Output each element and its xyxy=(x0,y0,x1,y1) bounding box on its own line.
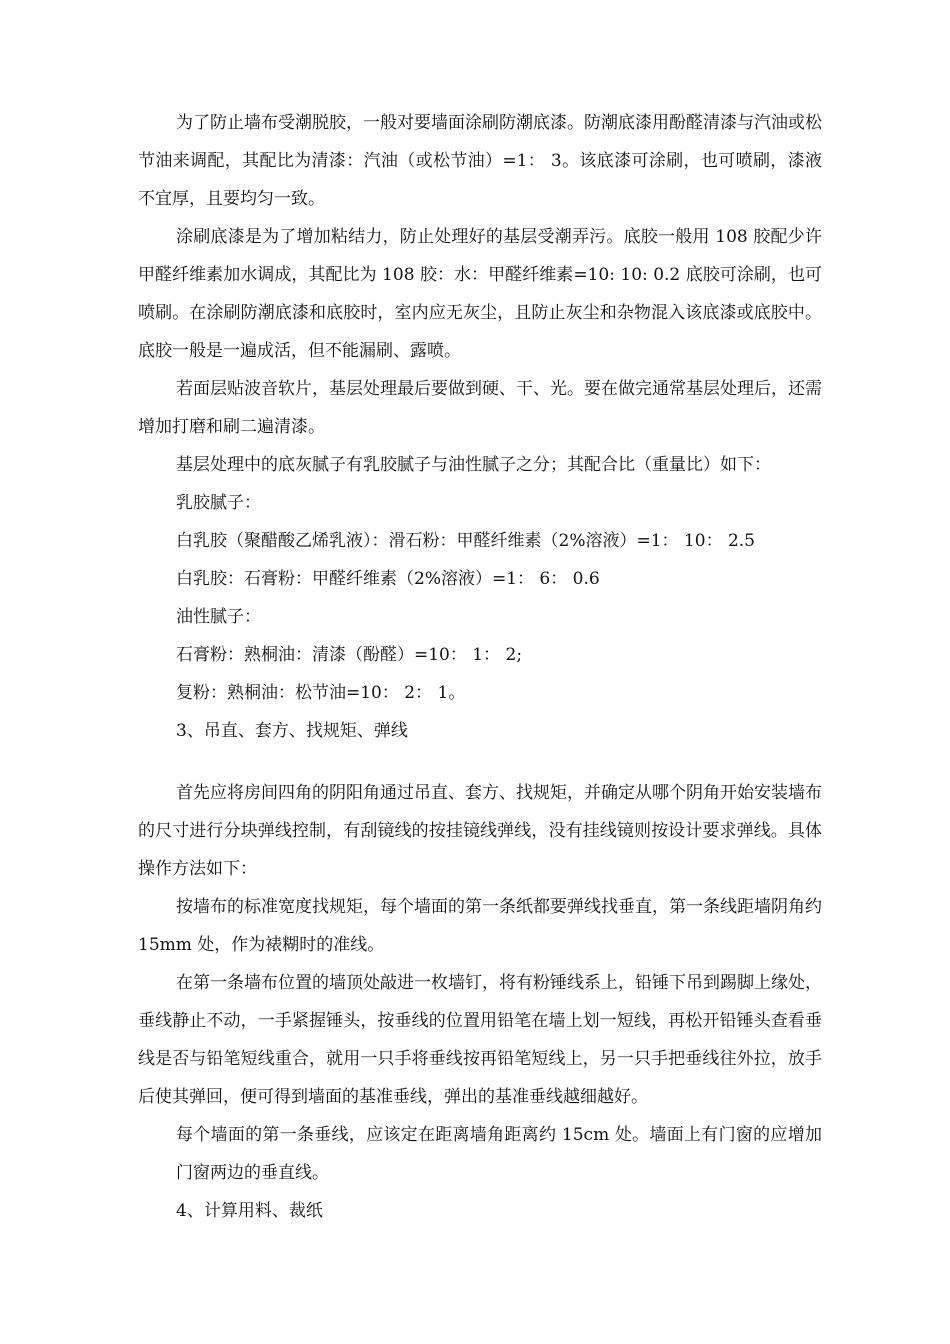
section-heading-3: 3、吊直、套方、找规矩、弹线 xyxy=(176,721,408,741)
paragraph-oil-putty-formula-2: 复粉：熟桐油：松节油=10： 2： 1。 xyxy=(176,683,466,703)
paragraph-plumb-line-method: 在第一条墙布位置的墙顶处敲进一枚墙钉，将有粉锤线系上，铅锤下吊到踢脚上缘处，垂线静止不动，一手紧握锤头，按垂线的位置用铅笔在墙上划一短线，再松开铅锤头查看垂线是否与铅笔短线重合，就用一只手将垂线按再铅笔短线上，另一只手把垂线往外拉，放手后使其弹回，便可得到墙面的基准垂线，弹出的基准垂线越细越好。 xyxy=(138,973,822,1107)
paragraph-standard-width: 按墙布的标准宽度找规矩，每个墙面的第一条纸都要弹线找垂直，第一条线距墙阴角约 15mm 处，作为裱糊时的准线。 xyxy=(138,897,822,955)
paragraph-base-glue: 涂刷底漆是为了增加粘结力，防止处理好的基层受潮弄污。底胶一般用 108 胶配少许甲醛纤维素加水调成，其配比为 108 胶：水：甲醛纤维素=10: 10: 0.2 底胶可涂刷，也可喷刷。在涂刷防潮底漆和底胶时，室内应无灰尘，且防止灰尘和杂物混入该底漆或底胶中。底胶一般是一遍成活，但不能漏刷、露喷。 xyxy=(138,227,822,361)
paragraph-plumb-square: 首先应将房间四角的阴阳角通过吊直、套方、找规矩，并确定从哪个阴角开始安装墙布的尺寸进行分块弹线控制，有刮镜线的按挂镜线弹线，没有挂线镜则按设计要求弹线。具体操作方法如下： xyxy=(138,783,822,879)
paragraph-putty-types: 基层处理中的底灰腻子有乳胶腻子与油性腻子之分；其配合比（重量比）如下： xyxy=(176,455,771,475)
paragraph-latex-putty-formula-2: 白乳胶：石膏粉：甲醛纤维素（2%溶液）=1： 6： 0.6 xyxy=(176,569,600,589)
section-heading-4: 4、计算用料、裁纸 xyxy=(176,1201,323,1221)
paragraph-boeing-film: 若面层贴波音软片，基层处理最后要做到硬、干、光。要在做完通常基层处理后，还需增加打磨和刷二遍清漆。 xyxy=(138,379,822,437)
paragraph-latex-putty-formula-1: 白乳胶（聚醋酸乙烯乳液）：滑石粉：甲醛纤维素（2%溶液）=1： 10： 2.5 xyxy=(176,531,756,551)
paragraph-oil-putty-label: 油性腻子： xyxy=(176,607,261,627)
document-page xyxy=(138,104,822,1230)
paragraph-latex-putty-label: 乳胶腻子： xyxy=(176,493,261,513)
paragraph-oil-putty-formula-1: 石膏粉：熟桐油：清漆（酚醛）=10： 1： 2; xyxy=(176,645,523,665)
paragraph-moisture-primer: 为了防止墙布受潮脱胶，一般对要墙面涂刷防潮底漆。防潮底漆用酚醛清漆与汽油或松节油来调配，其配比为清漆：汽油（或松节油）=1： 3。该底漆可涂刷，也可喷刷，漆液不宜厚，且要均匀一致。 xyxy=(138,113,822,209)
paragraph-first-vertical-line: 每个墙面的第一条垂线，应该定在距离墙角距离约 15cm 处。墙面上有门窗的应增加门窗两边的垂直线。 xyxy=(176,1125,822,1183)
